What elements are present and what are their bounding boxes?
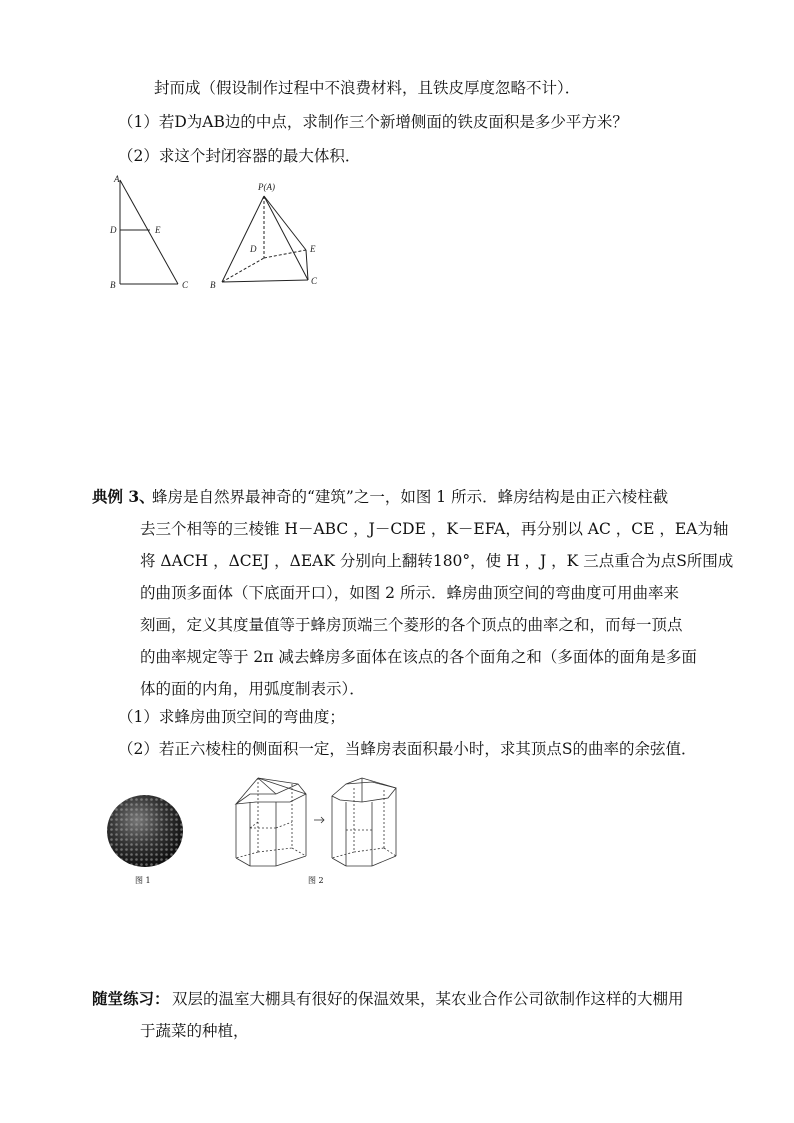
label-P: P(A) xyxy=(258,182,275,192)
label-A: A xyxy=(114,174,120,184)
triangle-figure xyxy=(104,172,204,294)
example-3-line-5: 刻画，定义其度量值等于蜂房顶端三个菱形的各个顶点的曲率之和，而每一顶点 xyxy=(140,616,683,634)
problem-continuation-line: 封而成（假设制作过程中不浪费材料，且铁皮厚度忽略不计）． xyxy=(154,79,581,97)
honeycomb-photo xyxy=(104,792,186,870)
example-3-line-6: 的曲率规定等于 2π 减去蜂房多面体在该点的各个面角之和（多面体的面角是多面 xyxy=(140,648,697,666)
practice-label: 随堂练习： xyxy=(92,989,170,1008)
example-3-line-2: 去三个相等的三棱锥 H－ABC ，J－CDE ，K－EFA，再分别以 AC ，CE ，EA为轴 xyxy=(140,520,729,538)
label-C2: C xyxy=(311,276,318,286)
practice-line-1: 双层的温室大棚具有很好的保温效果，某农业合作公司欲制作这样的大棚用 xyxy=(172,990,684,1008)
hexagonal-prism-figure xyxy=(228,768,406,874)
figure-1-caption: 图 1 xyxy=(135,876,151,885)
label-D: D xyxy=(110,225,117,235)
example-3-line-7: 体的面的内角，用弧度制表示）． xyxy=(140,680,365,698)
question-2: （2）求这个封闭容器的最大体积． xyxy=(118,147,361,165)
label-B2: B xyxy=(210,280,216,290)
example-3-question-1: （1）求蜂房曲顶空间的弯曲度； xyxy=(118,708,345,726)
example-3-label: 典例 3、 xyxy=(92,487,155,506)
label-E2: E xyxy=(310,244,316,254)
figure-2-caption: 图 2 xyxy=(308,876,324,885)
practice-line-2: 于蔬菜的种植， xyxy=(140,1022,249,1040)
example-3-line-1: 蜂房是自然界最神奇的“建筑”之一，如图 1 所示．蜂房结构是由正六棱柱截 xyxy=(152,488,669,506)
label-C: C xyxy=(182,280,189,290)
pyramid-figure xyxy=(206,180,328,294)
label-B: B xyxy=(110,280,116,290)
label-D2: D xyxy=(250,244,257,254)
label-E: E xyxy=(155,225,161,235)
example-3-line-4: 的曲顶多面体（下底面开口），如图 2 所示．蜂房曲顶空间的弯曲度可用曲率来 xyxy=(140,584,679,602)
example-3-question-2: （2）若正六棱柱的侧面积一定，当蜂房表面积最小时，求其顶点S的曲率的余弦值． xyxy=(118,740,697,758)
example-3-line-3: 将 ΔACH ，ΔCEJ ，ΔEAK 分别向上翻转180°，使 H ，J ，K 三点重合为点S所围成 xyxy=(140,552,734,570)
question-1: （1）若D为AB边的中点，求制作三个新增侧面的铁皮面积是多少平方米？ xyxy=(118,113,628,131)
